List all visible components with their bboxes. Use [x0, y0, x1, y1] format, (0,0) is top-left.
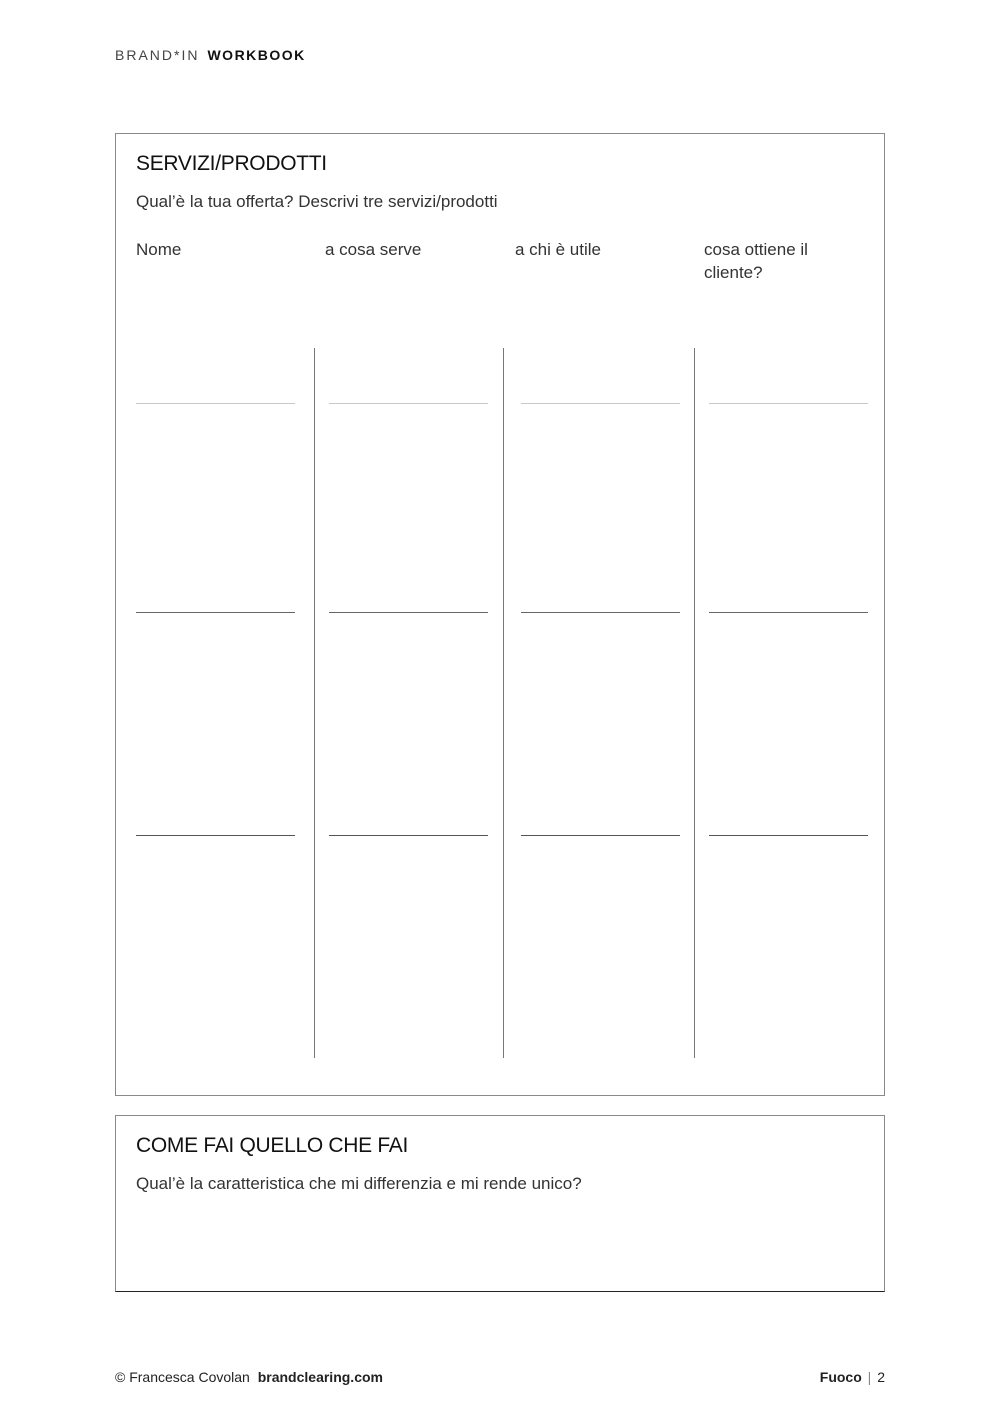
- section-subtitle: Qual’è la tua offerta? Descrivi tre servizi/prodotti: [136, 192, 498, 211]
- section-subtitle: Qual’è la caratteristica che mi differenzia e mi rende unico?: [136, 1174, 582, 1193]
- write-line[interactable]: [136, 612, 295, 613]
- write-line[interactable]: [709, 835, 868, 836]
- column-header-nome: Nome: [136, 240, 182, 259]
- workbook-label: WORKBOOK: [207, 47, 306, 63]
- services-products-box: [115, 133, 885, 1096]
- footer-credits: [115, 1369, 383, 1385]
- write-line[interactable]: [521, 403, 680, 404]
- write-line[interactable]: [329, 835, 488, 836]
- page-header: [115, 47, 306, 63]
- write-line[interactable]: [709, 612, 868, 613]
- write-line[interactable]: [709, 403, 868, 404]
- column-divider: [694, 348, 695, 1058]
- page-number: 2: [877, 1369, 885, 1385]
- section-title: COME FAI QUELLO CHE FAI: [136, 1134, 408, 1157]
- copyright-text: © Francesca Covolan: [115, 1369, 250, 1385]
- write-line[interactable]: [136, 835, 295, 836]
- site-link[interactable]: brandclearing.com: [257, 1369, 383, 1385]
- brand-name: BRAND*IN: [115, 47, 200, 63]
- write-line[interactable]: [136, 403, 295, 404]
- column-divider: [314, 348, 315, 1058]
- write-line[interactable]: [329, 403, 488, 404]
- column-header-a-chi-e-utile: a chi è utile: [515, 240, 601, 259]
- column-divider: [503, 348, 504, 1058]
- write-line[interactable]: [521, 835, 680, 836]
- footer-page-info: [820, 1369, 885, 1385]
- column-header-a-cosa-serve: a cosa serve: [325, 240, 422, 259]
- separator: |: [867, 1369, 872, 1385]
- section-name: Fuoco: [819, 1369, 862, 1385]
- write-line[interactable]: [521, 612, 680, 613]
- column-header-cosa-ottiene: cosa ottiene il cliente?: [704, 240, 808, 282]
- come-fai-box: [115, 1115, 885, 1292]
- section-title: SERVIZI/PRODOTTI: [136, 152, 327, 175]
- write-line[interactable]: [329, 612, 488, 613]
